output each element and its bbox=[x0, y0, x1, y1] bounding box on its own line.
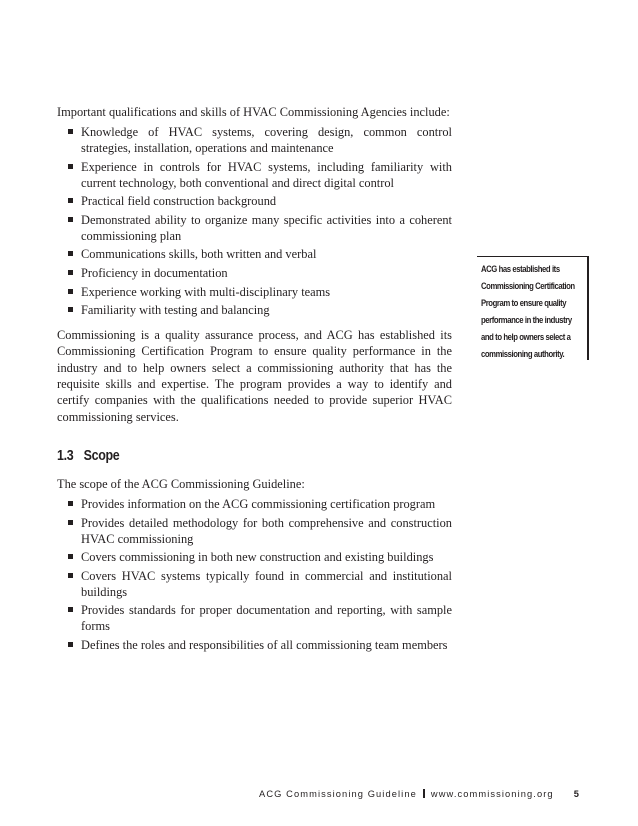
list-item-text: Covers commissioning in both new construction and existing buildings bbox=[81, 550, 434, 565]
list-item bbox=[68, 159, 452, 191]
page-number: 5 bbox=[573, 789, 580, 799]
list-item-text: Communications skills, both written and verbal bbox=[81, 247, 317, 262]
list-item bbox=[68, 302, 452, 318]
square-bullet-icon bbox=[68, 129, 73, 134]
square-bullet-icon bbox=[68, 164, 73, 169]
qualifications-list bbox=[57, 124, 452, 318]
square-bullet-icon bbox=[68, 270, 73, 275]
scope-intro: The scope of the ACG Commissioning Guideline: bbox=[57, 476, 305, 491]
sidebar-line: Program to ensure quality bbox=[481, 298, 567, 308]
list-item bbox=[68, 602, 452, 634]
square-bullet-icon bbox=[68, 520, 73, 525]
list-item bbox=[68, 568, 452, 600]
list-item bbox=[68, 193, 452, 209]
list-item-text: Provides information on the ACG commissioning certification program bbox=[81, 496, 436, 511]
list-item bbox=[68, 284, 452, 300]
sidebar-line: ACG has established its bbox=[481, 264, 560, 274]
list-item-text: Defines the roles and responsibilities of all commissioning team members bbox=[81, 637, 448, 652]
list-item bbox=[68, 496, 452, 512]
square-bullet-icon bbox=[68, 217, 73, 222]
list-item bbox=[68, 265, 452, 281]
square-bullet-icon bbox=[68, 501, 73, 506]
square-bullet-icon bbox=[68, 251, 73, 256]
sidebar-callout bbox=[477, 256, 589, 360]
list-item-text: Knowledge of HVAC systems, covering design, common control strategies, installation, operations and maintenance bbox=[81, 125, 452, 155]
sidebar-callout-text bbox=[481, 261, 583, 363]
qualifications-intro: Important qualifications and skills of HVAC Commissioning Agencies include: bbox=[57, 105, 450, 119]
sidebar-line: Commissioning Certification bbox=[481, 281, 575, 291]
list-item-text: Practical field construction background bbox=[81, 194, 277, 209]
square-bullet-icon bbox=[68, 307, 73, 312]
list-item-text: Experience working with multi-disciplinary teams bbox=[81, 284, 331, 299]
page-footer bbox=[0, 789, 580, 799]
list-item bbox=[68, 637, 452, 653]
list-item bbox=[68, 549, 452, 565]
list-item-text: Covers HVAC systems typically found in commercial and institutional buildings bbox=[81, 568, 452, 599]
list-item bbox=[68, 124, 452, 156]
square-bullet-icon bbox=[68, 198, 73, 203]
footer-title: ACG Commissioning Guideline bbox=[259, 789, 417, 799]
sidebar-line: performance in the industry bbox=[481, 315, 572, 325]
list-item-text: Familiarity with testing and balancing bbox=[81, 303, 270, 318]
footer-url: www.commissioning.org bbox=[430, 789, 554, 799]
sidebar-line: and to help owners select a bbox=[481, 332, 571, 342]
square-bullet-icon bbox=[68, 289, 73, 294]
square-bullet-icon bbox=[68, 573, 73, 578]
scope-list bbox=[57, 496, 452, 653]
section-number: 1.3 bbox=[57, 447, 74, 464]
list-item-text: Provides standards for proper documentation and reporting, with sample forms bbox=[81, 603, 452, 634]
list-item-text: Provides detailed methodology for both comprehensive and construction HVAC commissioning bbox=[81, 515, 452, 546]
list-item bbox=[68, 212, 452, 244]
section-heading bbox=[57, 447, 397, 465]
list-item-text: Proficiency in documentation bbox=[81, 265, 228, 280]
list-item bbox=[68, 246, 452, 262]
square-bullet-icon bbox=[68, 554, 73, 559]
list-item bbox=[68, 515, 452, 547]
section-title: Scope bbox=[83, 447, 120, 464]
square-bullet-icon bbox=[68, 642, 73, 647]
list-item-text: Demonstrated ability to organize many specific activities into a coherent commissioning plan bbox=[81, 212, 452, 243]
square-bullet-icon bbox=[68, 607, 73, 612]
sidebar-line: commissioning authority. bbox=[481, 349, 565, 359]
body-paragraph: Commissioning is a quality assurance process, and ACG has established its Commissioning Certification Program to ensure quality performance in the industry and to help owners select a commissioning authority that has the requisite skills and expertise. The program provides a way to identify and certify companies with the qualifications needed to provide superior HVAC commissioning services. bbox=[57, 328, 452, 424]
list-item-text: Experience in controls for HVAC systems, including familiarity with current technology, both conventional and direct digital control bbox=[81, 159, 452, 190]
main-column bbox=[57, 104, 452, 656]
footer-separator bbox=[423, 789, 425, 798]
